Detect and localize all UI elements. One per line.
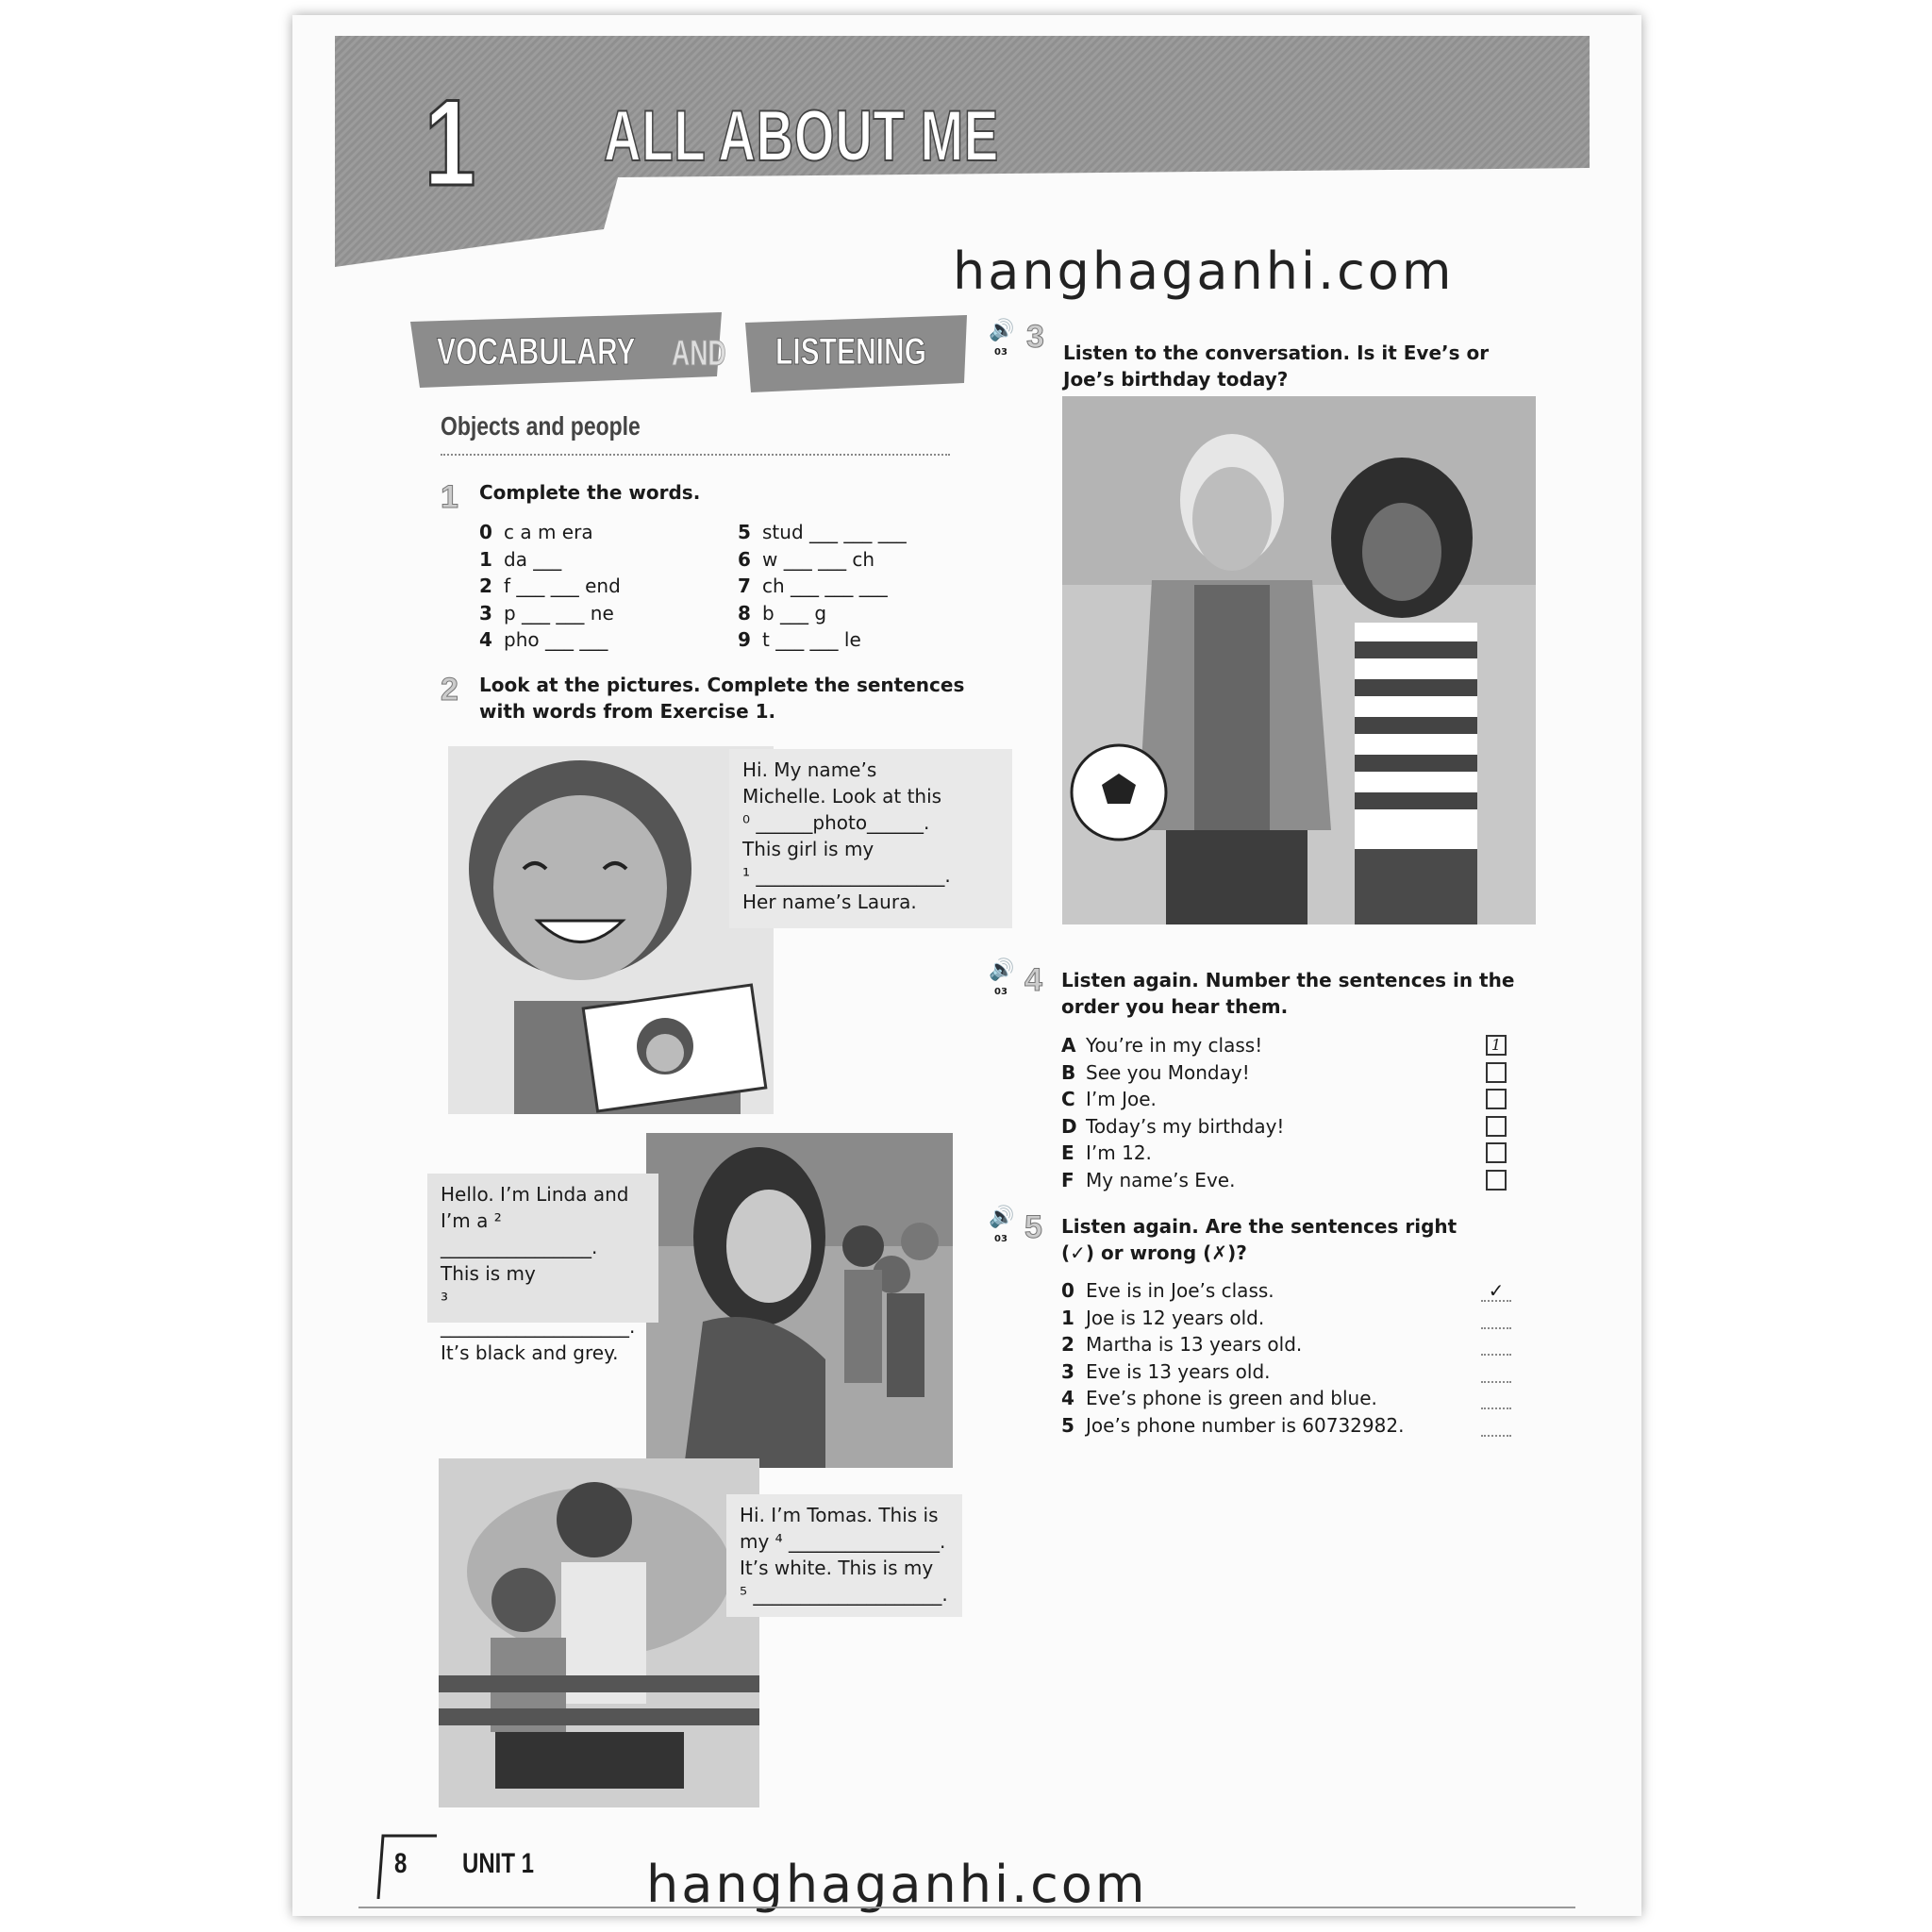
- right-wrong-item: [1061, 1358, 1524, 1386]
- exercise-4-instruction: Listen again. Number the sentences in the order you hear them.: [1061, 969, 1515, 1018]
- word-item: [479, 626, 621, 654]
- section-tab-listening: LISTENING: [775, 331, 927, 373]
- item-number: 7: [738, 575, 751, 597]
- tomas-illustration: [439, 1458, 759, 1807]
- exercise-3-instruction: Listen to the conversation. Is it Eve’s or Joe’s birthday today?: [1063, 341, 1490, 391]
- bubble-line: Hi. My name’s: [742, 758, 877, 781]
- order-item: [1061, 1032, 1524, 1059]
- item-letter: D: [1061, 1114, 1077, 1138]
- answer-blank[interactable]: [1481, 1412, 1511, 1437]
- bubble-line[interactable]: ⁵ ____________________.: [740, 1583, 948, 1606]
- unit-title: ALL ABOUT ME: [604, 96, 1000, 176]
- speech-bubble-michelle: [729, 749, 1012, 928]
- item-text: See you Monday!: [1086, 1060, 1250, 1084]
- bubble-line: This is my: [441, 1262, 536, 1285]
- order-number-box[interactable]: [1486, 1116, 1507, 1137]
- item-text[interactable]: da ___: [504, 547, 562, 571]
- exercise-1-right-column: [738, 519, 907, 654]
- subheading: Objects and people: [441, 411, 641, 441]
- item-number: 2: [1061, 1333, 1074, 1356]
- item-number: 2: [479, 575, 492, 597]
- item-text[interactable]: f ___ ___ end: [504, 575, 621, 597]
- linda-illustration: [646, 1133, 953, 1468]
- word-item: [738, 546, 907, 574]
- item-text: Eve is in Joe’s class.: [1086, 1279, 1274, 1302]
- item-text: You’re in my class!: [1086, 1034, 1263, 1057]
- exercise-4-number: 4: [1024, 962, 1042, 998]
- bubble-line[interactable]: ¹ ____________________.: [742, 864, 951, 887]
- item-text[interactable]: pho ___ ___: [504, 628, 608, 651]
- item-number: 1: [1061, 1306, 1074, 1329]
- word-item: [738, 519, 907, 546]
- order-item: [1061, 1113, 1524, 1141]
- item-number: 6: [738, 547, 751, 571]
- item-text[interactable]: stud ___ ___ ___: [762, 521, 907, 543]
- audio-speaker-icon[interactable]: 🔊: [989, 319, 1015, 342]
- word-item: [738, 600, 907, 627]
- item-letter: F: [1061, 1168, 1074, 1191]
- order-number-box[interactable]: [1486, 1142, 1507, 1163]
- order-number-box[interactable]: [1486, 1089, 1507, 1109]
- audio-track-number: 03: [994, 1234, 1008, 1244]
- item-number: 3: [479, 601, 492, 625]
- page-number: 8: [394, 1848, 408, 1879]
- answer-blank[interactable]: [1481, 1305, 1511, 1329]
- footer-corner-mark: [375, 1833, 441, 1899]
- audio-speaker-icon[interactable]: 🔊: [989, 958, 1015, 982]
- right-wrong-item: [1061, 1385, 1524, 1412]
- workbook-page: [292, 15, 1641, 1916]
- word-item: [479, 519, 621, 546]
- bubble-line: It’s white. This is my: [740, 1557, 934, 1579]
- watermark-top: hanghaganhi.com: [953, 242, 1455, 301]
- exercise-3-number: 3: [1026, 319, 1044, 355]
- exercise-5-number: 5: [1024, 1209, 1042, 1245]
- answer-blank[interactable]: [1481, 1331, 1511, 1356]
- item-number: 4: [1061, 1387, 1074, 1409]
- order-item: [1061, 1086, 1524, 1113]
- order-number-box[interactable]: [1486, 1062, 1507, 1083]
- order-number-box[interactable]: 1: [1486, 1035, 1507, 1056]
- item-number: 9: [738, 628, 751, 651]
- item-text: Today’s my birthday!: [1086, 1114, 1285, 1138]
- exercise-2-instruction: Look at the pictures. Complete the sentences with words from Exercise 1.: [479, 674, 965, 723]
- word-item: [479, 600, 621, 627]
- bubble-line: Hi. I’m Tomas. This is: [740, 1504, 939, 1526]
- item-letter: A: [1061, 1034, 1076, 1057]
- michelle-illustration: [448, 746, 774, 1114]
- order-item: [1061, 1059, 1524, 1087]
- bubble-line: Michelle. Look at this: [742, 785, 942, 808]
- exercise-2-number: 2: [441, 672, 458, 708]
- item-number: 8: [738, 601, 751, 625]
- item-text[interactable]: c a m era: [504, 521, 593, 543]
- answer-blank[interactable]: [1481, 1358, 1511, 1383]
- item-text[interactable]: p ___ ___ ne: [504, 601, 614, 625]
- item-number: 3: [1061, 1359, 1074, 1383]
- item-text: Eve’s phone is green and blue.: [1086, 1387, 1377, 1409]
- bubble-line[interactable]: I’m a ² ________________.: [441, 1209, 598, 1258]
- bubble-line: It’s black and grey.: [441, 1341, 619, 1364]
- item-text: I’m 12.: [1086, 1141, 1152, 1164]
- item-number: 5: [1061, 1413, 1074, 1437]
- order-item: [1061, 1140, 1524, 1167]
- item-number: 4: [479, 628, 492, 651]
- item-number: 0: [479, 521, 492, 543]
- bubble-line: Hello. I’m Linda and: [441, 1183, 629, 1206]
- item-letter: C: [1061, 1088, 1075, 1110]
- speech-bubble-tomas: [726, 1494, 962, 1617]
- speech-bubble-linda: [427, 1174, 658, 1364]
- audio-track-number: 03: [994, 347, 1008, 358]
- item-text: Joe’s phone number is 60732982.: [1086, 1413, 1405, 1437]
- item-text[interactable]: w ___ ___ ch: [762, 547, 875, 571]
- exercise-5-list: [1061, 1277, 1524, 1439]
- bubble-line[interactable]: my ⁴ ________________.: [740, 1530, 946, 1553]
- answer-blank[interactable]: ✓: [1481, 1277, 1511, 1302]
- exercise-1-number: 1: [441, 479, 458, 515]
- watermark-bottom: hanghaganhi.com: [646, 1855, 1148, 1914]
- audio-speaker-icon[interactable]: 🔊: [989, 1206, 1015, 1229]
- item-text[interactable]: ch ___ ___ ___: [762, 575, 888, 597]
- word-item: [738, 626, 907, 654]
- unit-number: 1: [425, 74, 476, 211]
- audio-track-number: 03: [994, 987, 1008, 997]
- footer-unit-label: UNIT 1: [462, 1848, 535, 1879]
- item-number: 0: [1061, 1279, 1074, 1302]
- bubble-line: This girl is my: [742, 838, 874, 860]
- item-text: My name’s Eve.: [1086, 1168, 1236, 1191]
- item-text: Joe is 12 years old.: [1086, 1306, 1265, 1329]
- exercise-4-list: [1061, 1032, 1524, 1193]
- item-letter: E: [1061, 1141, 1074, 1164]
- section-tab-and: AND: [672, 334, 726, 374]
- exercise-1-left-column: [479, 519, 621, 654]
- right-wrong-item: [1061, 1331, 1524, 1358]
- bubble-line[interactable]: ³ ____________________.: [441, 1289, 636, 1338]
- bubble-line[interactable]: ⁰ ______photo______.: [742, 811, 930, 834]
- right-wrong-item: [1061, 1277, 1524, 1305]
- exercise-5-instruction: Listen again. Are the sentences right (✓) or wrong (✗)?: [1061, 1215, 1457, 1264]
- word-item: [479, 546, 621, 574]
- section-tab-vocabulary: VOCABULARY: [437, 331, 636, 373]
- item-text: Martha is 13 years old.: [1086, 1333, 1303, 1356]
- word-item: [479, 573, 621, 600]
- item-text: Eve is 13 years old.: [1086, 1359, 1271, 1383]
- item-number: 5: [738, 521, 751, 543]
- right-wrong-item: [1061, 1305, 1524, 1332]
- item-text: I’m Joe.: [1086, 1088, 1157, 1110]
- item-text[interactable]: b ___ g: [762, 601, 827, 625]
- exercise-1-instruction: Complete the words.: [479, 481, 701, 504]
- order-number-box[interactable]: [1486, 1170, 1507, 1191]
- subheading-rule: [441, 454, 950, 456]
- item-number: 1: [479, 547, 492, 571]
- item-text[interactable]: t ___ ___ le: [762, 628, 861, 651]
- item-letter: B: [1061, 1060, 1076, 1084]
- right-wrong-item: [1061, 1412, 1524, 1440]
- footer-rule: [358, 1907, 1575, 1908]
- word-item: [738, 573, 907, 600]
- answer-blank[interactable]: [1481, 1385, 1511, 1409]
- bubble-line: Her name’s Laura.: [742, 891, 917, 913]
- order-item: [1061, 1167, 1524, 1194]
- teens-walking-photo: [1062, 396, 1536, 924]
